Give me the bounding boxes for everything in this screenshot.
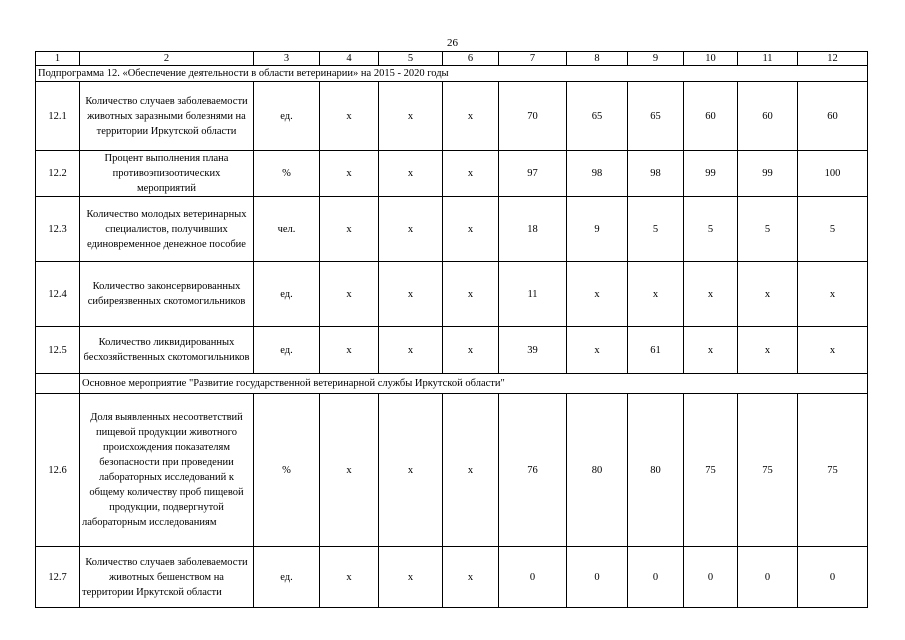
value-cell: 65: [567, 82, 628, 151]
value-cell: x: [443, 82, 499, 151]
value-cell: x: [379, 262, 443, 327]
value-cell: x: [320, 547, 379, 608]
indicator-name: Количество ликвидированных бесхозяйственных скотомогильников: [80, 327, 254, 374]
row-number: 12.6: [36, 394, 80, 547]
row-number: 12.5: [36, 327, 80, 374]
value-cell: 39: [499, 327, 567, 374]
value-cell: 98: [567, 151, 628, 197]
column-header: 10: [684, 52, 738, 66]
value-cell: 9: [567, 197, 628, 262]
page-number: 26: [447, 37, 458, 49]
value-cell: 11: [499, 262, 567, 327]
column-header: 3: [254, 52, 320, 66]
column-header: 1: [36, 52, 80, 66]
column-header: 4: [320, 52, 379, 66]
column-number-row: [36, 52, 868, 66]
unit-cell: ед.: [254, 262, 320, 327]
value-cell: x: [798, 327, 868, 374]
table-row: [36, 151, 868, 197]
value-cell: x: [684, 262, 738, 327]
indicator-name: Количество законсервированных сибиреязвенных скотомогильников: [80, 262, 254, 327]
value-cell: 99: [684, 151, 738, 197]
row-number: 12.3: [36, 197, 80, 262]
value-cell: 70: [499, 82, 567, 151]
row-number: 12.2: [36, 151, 80, 197]
value-cell: 5: [738, 197, 798, 262]
value-cell: x: [379, 151, 443, 197]
main-event-row: [36, 374, 868, 394]
value-cell: x: [379, 197, 443, 262]
value-cell: x: [379, 327, 443, 374]
value-cell: x: [684, 327, 738, 374]
value-cell: x: [320, 394, 379, 547]
value-cell: x: [443, 394, 499, 547]
value-cell: 75: [738, 394, 798, 547]
column-header: 6: [443, 52, 499, 66]
value-cell: x: [738, 262, 798, 327]
column-header: 7: [499, 52, 567, 66]
value-cell: x: [320, 262, 379, 327]
row-number: 12.4: [36, 262, 80, 327]
value-cell: 5: [684, 197, 738, 262]
value-cell: x: [320, 197, 379, 262]
unit-cell: ед.: [254, 82, 320, 151]
table-row: [36, 394, 868, 547]
value-cell: 0: [628, 547, 684, 608]
indicators-table: [35, 51, 868, 608]
value-cell: 76: [499, 394, 567, 547]
value-cell: 0: [684, 547, 738, 608]
value-cell: 0: [738, 547, 798, 608]
value-cell: x: [379, 547, 443, 608]
value-cell: 0: [567, 547, 628, 608]
empty-cell: [36, 374, 80, 394]
column-header: 8: [567, 52, 628, 66]
value-cell: 99: [738, 151, 798, 197]
value-cell: 80: [567, 394, 628, 547]
indicator-name: Количество случаев заболеваемости животных заразными болезнями на территории Иркутской области: [80, 82, 254, 151]
unit-cell: ед.: [254, 327, 320, 374]
column-header: 9: [628, 52, 684, 66]
value-cell: 61: [628, 327, 684, 374]
value-cell: 0: [499, 547, 567, 608]
value-cell: 75: [798, 394, 868, 547]
indicator-name: Доля выявленных несоответствий пищевой продукции животного происхождения показателям безопасности при проведении лабораторных исследований к общему количеству проб пищевой продукции, подвергнутой лабораторным исследованиям: [80, 394, 254, 547]
value-cell: x: [443, 262, 499, 327]
value-cell: x: [738, 327, 798, 374]
value-cell: x: [628, 262, 684, 327]
indicator-name: Количество случаев заболеваемости животных бешенством на территории Иркутской области: [80, 547, 254, 608]
indicator-name: Процент выполнения плана противоэпизоотических мероприятий: [80, 151, 254, 197]
value-cell: 80: [628, 394, 684, 547]
value-cell: 65: [628, 82, 684, 151]
table-row: [36, 82, 868, 151]
value-cell: x: [320, 82, 379, 151]
value-cell: 75: [684, 394, 738, 547]
value-cell: x: [320, 151, 379, 197]
value-cell: x: [320, 327, 379, 374]
indicator-name: Количество молодых ветеринарных специалистов, получивших единовременное денежное пособие: [80, 197, 254, 262]
value-cell: x: [443, 151, 499, 197]
column-header: 2: [80, 52, 254, 66]
value-cell: 60: [738, 82, 798, 151]
subprogram-row: [36, 66, 868, 82]
column-header: 5: [379, 52, 443, 66]
value-cell: x: [443, 327, 499, 374]
value-cell: 18: [499, 197, 567, 262]
value-cell: x: [798, 262, 868, 327]
value-cell: 5: [628, 197, 684, 262]
value-cell: 100: [798, 151, 868, 197]
value-cell: 97: [499, 151, 567, 197]
table-row: [36, 262, 868, 327]
value-cell: 60: [798, 82, 868, 151]
column-header: 12: [798, 52, 868, 66]
table-row: [36, 327, 868, 374]
value-cell: x: [379, 394, 443, 547]
value-cell: x: [567, 262, 628, 327]
value-cell: x: [567, 327, 628, 374]
value-cell: 5: [798, 197, 868, 262]
row-number: 12.1: [36, 82, 80, 151]
value-cell: 0: [798, 547, 868, 608]
subprogram-title: Подпрограмма 12. «Обеспечение деятельности в области ветеринарии» на 2015 - 2020 годы: [36, 66, 868, 82]
row-number: 12.7: [36, 547, 80, 608]
value-cell: x: [443, 547, 499, 608]
value-cell: 98: [628, 151, 684, 197]
table-row: [36, 547, 868, 608]
value-cell: x: [443, 197, 499, 262]
unit-cell: ед.: [254, 547, 320, 608]
table-row: [36, 197, 868, 262]
unit-cell: %: [254, 394, 320, 547]
value-cell: x: [379, 82, 443, 151]
main-event-title: Основное мероприятие "Развитие государственной ветеринарной службы Иркутской области": [80, 374, 868, 394]
column-header: 11: [738, 52, 798, 66]
unit-cell: чел.: [254, 197, 320, 262]
value-cell: 60: [684, 82, 738, 151]
unit-cell: %: [254, 151, 320, 197]
